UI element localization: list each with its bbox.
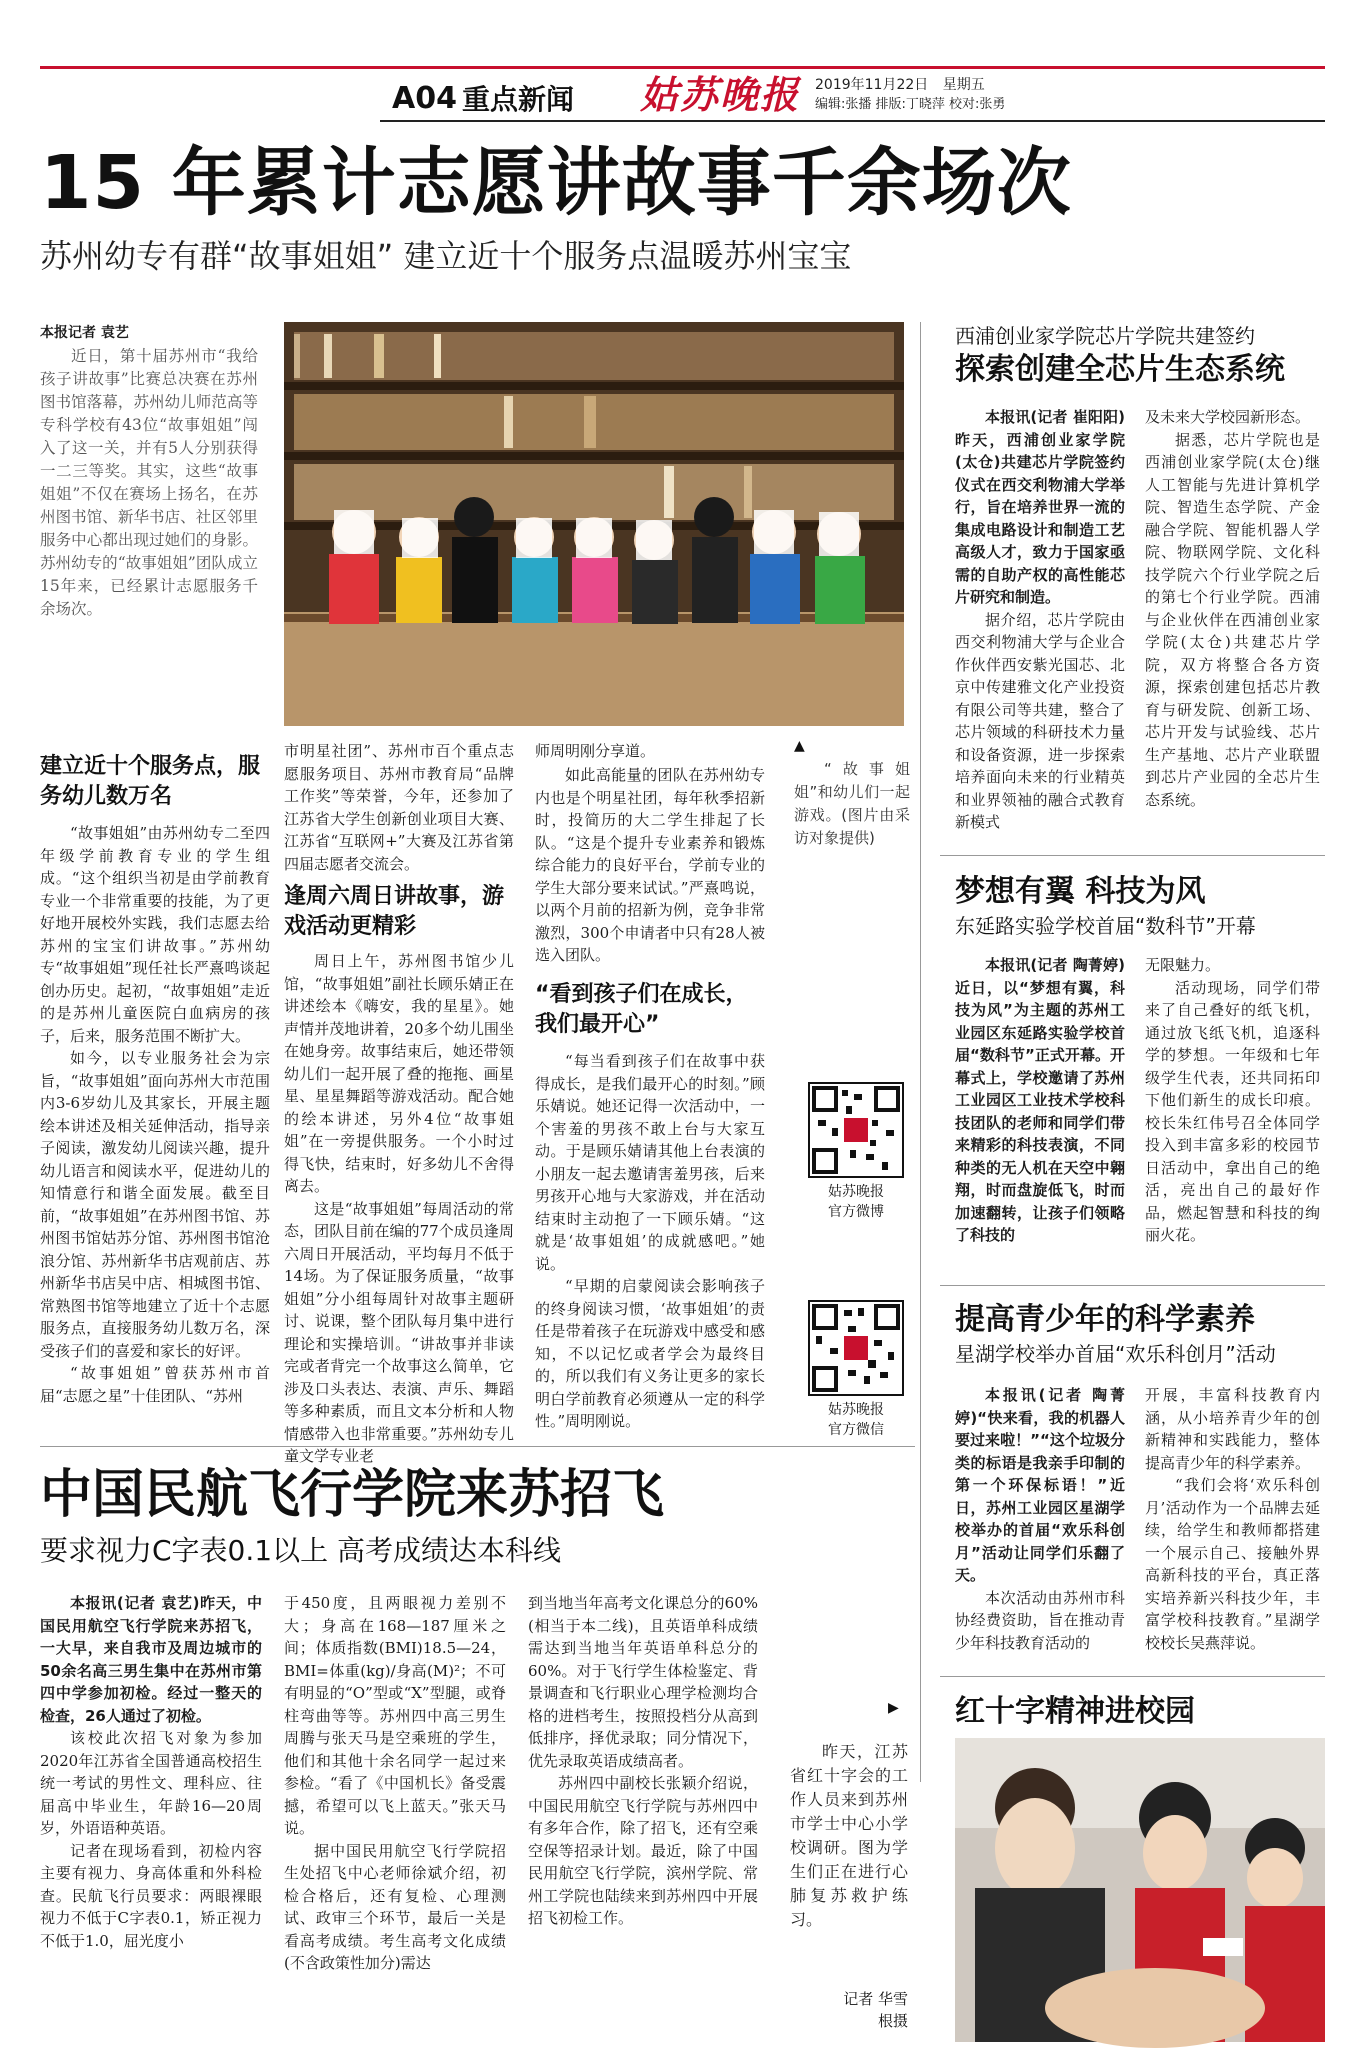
weibo-label [808,1182,904,1222]
science-fest-colB-p2: 活动现场，同学们带来了自己叠好的纸飞机，通过放飞纸飞机，追逐科学的梦想。一年级和七年级学生代表，还共同拓印下他们新生的成长印痕。校长朱红伟号召全体同学投入到丰富多彩的校园节日活动中，拿出自己的绝活，亮出自己的最好作品，燃起智慧和科技的绚丽火花。 [1145,978,1320,1244]
lead-col1 [40,822,270,1432]
qr-code-icon [810,1302,902,1394]
chip-colB-p2: 据悉，芯片学院也是西浦创业家学院(太仓)继人工智能与先进计算机学院、智造生态学院、产金融合学院、智能机器人学院、物联网学院、文化科技学院六个行业学院之后的第七个行业学院。西浦与企业伙伴在西浦创业家学院(太仓)共建芯片学院，双方将整合各方资源，探索创建包括芯片教育与研发院、创新工场、芯片开发与试验线、芯片生产基地、芯片产业联盟到芯片产业园的全芯片生态系统。 [1145,430,1320,809]
pilot-col1-p3: 记者在现场看到，初检内容主要有视力、身高体重和外科检查。民航飞行员要求：两眼裸眼视力不低于C字表0.1，矫正视力不低于1.0，屈光度小 [40,1841,262,1950]
staff-credits: 编辑:张播 排版:丁晓萍 校对:张勇 [815,97,1006,112]
cpr-training-illustration [955,1738,1325,2042]
lead-col3a-p1: 如此高能量的团队在苏州幼专内也是个明星社团，每年秋季招新时，投简历的大二学生排起了长队。“这是个提升专业素养和锻炼综合能力的良好平台，学前专业的学生大部分要来试试。”严熹鸣说，以两个月前的招新为例，竞争非常激烈，300个申请者中只有28人被选入团队。 [535,766,765,964]
science-fest-colB-p1: 无限魅力。 [1145,956,1221,974]
kechuang-bottom-rule [940,1676,1325,1677]
lead-photo [284,322,904,726]
lead-col2 [284,950,514,1465]
kechuang-colA [955,1384,1125,1664]
caption-text: “故事姐姐”和幼儿们一起游戏。(图片由采访对象提供) [794,760,910,847]
weixin-label-1: 姑苏晚报 [828,1402,884,1418]
kechuang-colB-p1: 开展，丰富科技教育内涵，从小培养青少年的创新精神和实践能力，整体提高青少年的科学素养。 [1145,1386,1320,1472]
paper-logo: 姑苏晚报 [640,72,801,117]
science-fest-colA [955,954,1125,1272]
redcross-caption-marker: ▶ [888,1700,899,1716]
lead-intro: 近日，第十届苏州市“我给孩子讲故事”比赛总决赛在苏州图书馆落幕，苏州幼儿师范高等专科学校有43位“故事姐姐”闯入了这一关，并有5人分别获得一二三等奖。其实，这些“故事姐姐”不仅在赛场上扬名，在苏州图书馆、新华书店、社区邻里服务中心都出现过她们的身影。苏州幼专的“故事姐姐”团队成立15年来，已经累计志愿服务千余场次。 [40,346,258,618]
kechuang-colB-p2: “我们会将‘欢乐科创月’活动作为一个品牌去延续，给学生和教师都搭建一个展示自己、接触外界高新科技的平台，真正落实培养新兴科技少年，丰富学校科技教育。”星湖学校校长吴燕萍说。 [1145,1476,1320,1652]
lead-section2-title: 逢周六周日讲故事，游戏活动更精彩 [284,884,505,939]
bookshelf-illustration [284,322,904,726]
lead-col3-top-text: 师周明刚分享道。 [535,742,656,760]
lead-photo-caption [794,758,910,908]
lead-headline: 15 年累计志愿讲故事千余场次 [40,140,1072,226]
weixin-label [808,1400,904,1440]
pilot-col2-p2: 据中国民用航空飞行学院招生处招飞中心老师徐斌介绍，初检合格后，还有复检、心理测试、政审三个环节，最后一关是看高考成绩。考生高考文化成绩(不含政策性加分)需达 [284,1841,506,1972]
lead-col2-top-text: 市明星社团”、苏州市百个重点志愿服务项目、苏州市教育局“品牌工作奖”等荣誉，今年，还参加了江苏省大学生创新创业项目大赛、江苏省“互联网+”大赛及江苏省第四届志愿者交流会。 [284,742,514,873]
lead-col1-p3: “故事姐姐”曾获苏州市首届“志愿之星”十佳团队、“苏州 [40,1364,270,1405]
chip-colB-p1: 及未来大学校园新形态。 [1145,408,1311,426]
pilot-col2-p1: 于450度，且两眼视力差别不大；身高在168—187厘米之间；体质指数(BMI)18.5—24，BMI=体重(kg)/身高(M)²；不可有明显的“O”型或“X”型腿，或脊柱弯曲等等。苏州四中高三男生周腾与张天马是空乘班的学生，他们和其他十余名同学一起过来参检。“看了《中国机长》备受震撼，希望可以飞上蓝天。”张天马说。 [284,1594,506,1837]
masthead-underline [380,120,1325,122]
pilot-headline: 中国民航飞行学院来苏招飞 [40,1465,665,1525]
weixin-qr[interactable] [808,1300,904,1396]
redcross-headline: 红十字精神进校园 [955,1694,1195,1729]
lead-right-rule [920,322,921,1782]
kechuang-headline: 提高青少年的科学素养 [955,1302,1255,1337]
redcross-caption-text: 昨天，江苏省红十字会的工作人员来到苏州市学士中心小学校调研。图为学生们正在进行心肺复苏救护练习。 [790,1742,908,1929]
chip-headline: 探索创建全芯片生态系统 [955,352,1285,387]
kechuang-colB [1145,1384,1320,1664]
lead-col1-p2: 如今，以专业服务社会为宗旨，“故事姐姐”面向苏州大市范围内3-6岁幼儿及其家长，开展主题绘本讲述及相关延伸活动，指导亲子阅读，激发幼儿阅读兴趣，提升幼儿语言和阅读水平，促进幼儿的知情意行和谐全面发展。截至目前，“故事姐姐”在苏州图书馆、苏州图书馆姑苏分馆、苏州图书馆沧浪分馆、苏州新华书店观前店、苏州新华书店吴中店、相城图书馆、常熟图书馆等地建立了近十个志愿服务点，直接服务幼儿数万名，深受孩子们的喜爱和家长的好评。 [40,1049,270,1360]
lead-intro-column [40,322,258,722]
chip-colB [1145,406,1320,826]
science-fest-subheadline: 东延路实验学校首届“数科节”开幕 [955,914,1256,938]
weibo-label-1: 姑苏晚报 [828,1184,884,1200]
kechuang-subheadline: 星湖学校举办首届“欢乐科创月”活动 [955,1342,1276,1366]
chip-kicker: 西浦创业家学院芯片学院共建签约 [955,324,1255,348]
pilot-col1 [40,1592,262,2032]
science-fest-headline: 梦想有翼 科技为风 [955,874,1206,909]
science-fest-bottom-rule [940,1285,1325,1286]
lead-section1-title: 建立近十个服务点，服务幼儿数万名 [40,754,261,809]
chip-colA-p2: 据介绍，芯片学院由西交利物浦大学与企业合作伙伴西安紫光国芯、北京中传建雅文化产业投资有限公司等共建，整合了芯片领域的科研技术力量和设备资源，进一步探索培养面向未来的行业精英和业界领袖的融合式教育新模式 [955,610,1125,831]
date-text: 2019年11月22日 [815,77,929,93]
lead-col1-p1: “故事姐姐”由苏州幼专二至四年级学前教育专业的学生组成。“这个组织当初是由学前教育专业一个非常重要的技能，为了更好地开展校外实践，我们志愿去给苏州的宝宝们讲故事。”苏州幼专“故事姐姐”现任社长严熹鸣谈起创办历史。起初，“故事姐姐”走近的是苏州儿童医院白血病房的孩子，后来，服务范围不断扩大。 [40,824,270,1045]
weixin-label-2: 官方微信 [828,1422,884,1438]
lead-byline: 本报记者 袁艺 [40,325,129,341]
science-fest-colB [1145,954,1320,1272]
redcross-credit: 记者 华雪根摄 [843,1990,908,2030]
pilot-col1-p1: 本报讯(记者 袁艺)昨天，中国民用航空飞行学院来苏招飞，一大早，来自我市及周边城市的50余名高三男生集中在苏州市第四中学参加初检。经过一整天的检查，26人通过了初检。 [40,1594,262,1725]
lead-subheadline: 苏州幼专有群“故事姐姐” 建立近十个服务点温暖苏州宝宝 [40,237,852,275]
lead-col2-p2: 这是“故事姐姐”每周活动的常态，团队目前在编的77个成员逢周六周日开展活动，平均每月不低于14场。为了保证服务质量，“故事姐姐”分小组每周针对故事主题研讨、说课，整个团队每月集中进行理论和实操培训。“讲故事并非读完或者背完一个故事这么简单，它涉及口头表达、表演、声乐、舞蹈等多种素质，而且文本分析和人物情感带入也非常重要。”苏州幼专儿童文学专业老 [284,1199,514,1465]
lead-col3-top [535,740,765,764]
section-name: 重点新闻 [462,83,575,116]
pilot-col2 [284,1592,506,2032]
lead-bottom-rule [40,1446,915,1447]
top-rule [40,66,1325,69]
lead-col3b-p2: “早期的启蒙阅读会影响孩子的终身阅读习惯，‘故事姐姐’的责任是带着孩子在玩游戏中感受和感知，不以记忆或者学会为最终目的，所以我们有义务让更多的家长明白学前教育必须遵从一定的科学性。”周明刚说。 [535,1277,765,1430]
lead-col2-top [284,740,514,876]
chip-colA-p1: 本报讯(记者 崔阳阳)昨天，西浦创业家学院(太仓)共建芯片学院签约仪式在西交利物浦大学举行，旨在培养世界一流的集成电路设计和制造工艺高级人才，致力于国家亟需的自助产权的高性能芯片研究和制造。 [955,408,1125,606]
weibo-qr[interactable] [808,1082,904,1178]
kechuang-colA-p1: 本报讯(记者 陶菁婷)“快来看，我的机器人要过来啦！”“这个垃圾分类的标语是我亲手印制的第一个环保标语！”近日，苏州工业园区星湖学校举办的首届“欢乐科创月”活动让同学们乐翻了天。 [955,1386,1125,1584]
qr-code-icon [810,1084,902,1176]
weekday-text: 星期五 [942,77,985,93]
issue-date [815,76,985,94]
lead-col3a [535,764,765,964]
redcross-caption [790,1740,908,1990]
lead-photo-caption-marker: ▲ [794,738,805,754]
chip-colA [955,406,1125,831]
redcross-photo [955,1738,1325,2042]
lead-col3b [535,1050,765,1432]
pilot-col3-p2: 苏州四中副校长张颖介绍说，中国民用航空飞行学院与苏州四中有多年合作，除了招飞，还有空乘空保等招录计划。最近，除了中国民用航空飞行学院，滨州学院、常州工学院也陆续来到苏州四中开展招飞初检工作。 [528,1774,758,1927]
weibo-label-2: 官方微博 [828,1204,884,1220]
kechuang-colA-p2: 本次活动由苏州市科协经费资助，旨在推动青少年科技教育活动的 [955,1588,1125,1652]
pilot-col3 [528,1592,758,2032]
pilot-subheadline: 要求视力C字表0.1以上 高考成绩达本科线 [40,1534,561,1567]
pilot-col1-p2: 该校此次招飞对象为参加2020年江苏省全国普通高校招生统一考试的男性文、理科应、往届高中毕业生，年龄16—20周岁，外语语种英语。 [40,1729,262,1837]
science-fest-colA-p1: 本报讯(记者 陶菁婷)近日，以“梦想有翼，科技为风”为主题的苏州工业园区东延路实验学校首届“数科节”正式开幕。开幕式上，学校邀请了苏州工业园区工业技术学校科技团队的老师和同学们带来精彩的科技表演，不同种类的无人机在天空中翱翔，时而盘旋低飞，时而加速翻转，让孩子们领略了科技的 [955,956,1125,1244]
chip-bottom-rule [940,855,1325,856]
lead-col3b-p1: “每当看到孩子们在故事中获得成长，是我们最开心的时刻。”顾乐婧说。她还记得一次活动中，一个害羞的男孩不敢上台与大家互动。于是顾乐婧请其他上台表演的小朋友一起去邀请害羞男孩，后来男孩开心地与大家游戏，并在活动结束时主动抱了一下顾乐婧。“这就是‘故事姐姐’的成就感吧。”她说。 [535,1052,765,1273]
lead-col2-p1: 周日上午，苏州图书馆少儿馆，“故事姐姐”副社长顾乐婧正在讲述绘本《嗨安，我的星星》。她声情并茂地讲着，20多个幼儿围坐在她身旁。故事结束后，她还带领幼儿们一起开展了叠的拖拖、画星星、星星舞蹈等游戏活动。配合她的绘本讲述，另外4位“故事姐姐”在一旁提供服务。一个小时过得飞快，结束时，好多幼儿不舍得离去。 [284,952,514,1195]
page-code: A04 [392,81,457,116]
lead-section3-title: “看到孩子们在成长，我们最开心” [535,982,748,1037]
pilot-col3-p1: 到当地当年高考文化课总分的60%(相当于本二线)，且英语单科成绩需达到当地当年英语单科总分的60%。对于飞行学生体检鉴定、背景调查和飞行职业心理学检测均合格的进档考生，按照投档分从高到低排序，择优录取；同分情况下，优先录取英语成绩高者。 [528,1594,758,1770]
